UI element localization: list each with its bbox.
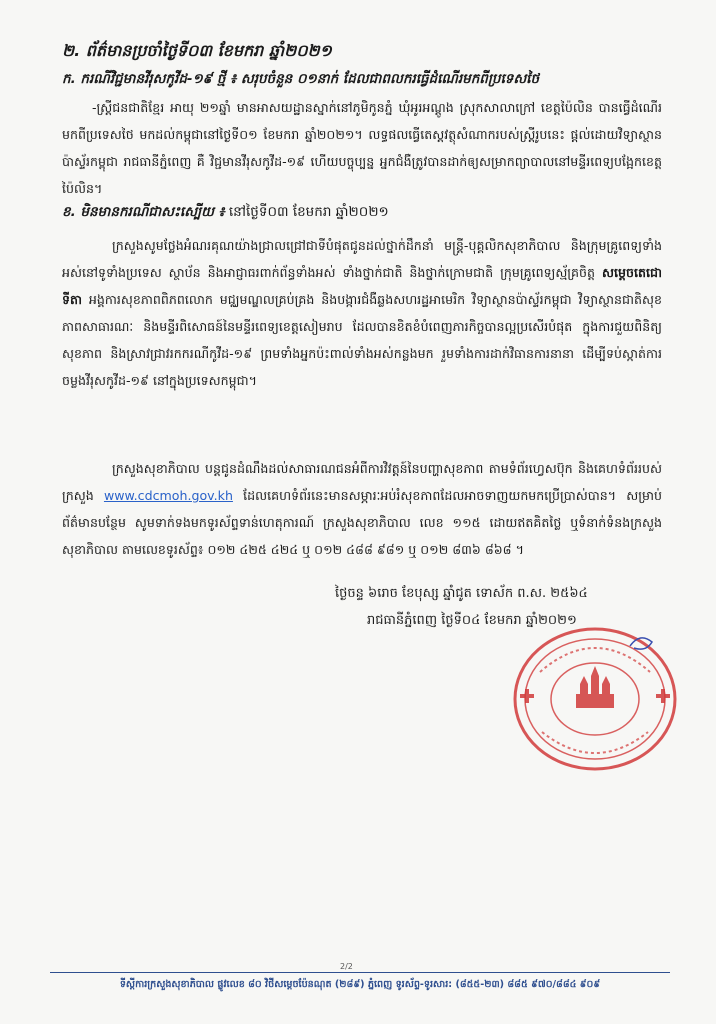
lunar-date-line: ថ្ងៃចន្ទ ៦រោច ខែបុស្ស ឆ្នាំជូត ទោស័ក ព.ស. ២៥៦៤ bbox=[335, 586, 588, 601]
paragraph-information bbox=[62, 455, 662, 563]
place-date-line: រាជធានីភ្នំពេញ ថ្ងៃទី០៤ ខែមករា ឆ្នាំ២០២១ bbox=[367, 613, 577, 628]
footer-address: ទីស្តីការក្រសួងសុខាភិបាល ផ្លូវលេខ ៨០ វិថីសម្តេចប៉ែនណុត (២៨៩) ភ្នំពេញ ទូរស័ព្ទ-ទូរសារ: (៨៥៥-២៣) ៨៨៥ ៩៧០/៨៨៤ ៩០៩ bbox=[119, 979, 601, 990]
section-heading: ២. ព័ត៌មានប្រចាំថ្ងៃទី០៣ ខែមករា ឆ្នាំ២០២១ bbox=[62, 41, 332, 60]
subsection-heading-recovered bbox=[62, 203, 662, 223]
paragraph-thanks bbox=[62, 232, 662, 394]
recovered-date: នៅថ្ងៃទី០៣ ខែមករា ឆ្នាំ២០២១ bbox=[224, 204, 389, 220]
page-number: 2/2 bbox=[340, 962, 353, 971]
footer-divider bbox=[50, 972, 670, 973]
subsection-heading-new-cases: ក. ករណីវិជ្ជមានវីរុសកូវីដ-១៩ ថ្មី ៖ សរុបចំនួន ០១នាក់ ដែលជាពលករធ្វើដំណើរមកពីប្រទេសថៃ bbox=[62, 71, 540, 87]
thanks-text-start: ក្រសួងសូមថ្លែងអំណរគុណយ៉ាងជ្រាលជ្រៅជាទីបំផុតជូនដល់ថ្នាក់ដឹកនាំ មន្ត្រី-បុគ្គលិកសុខាភិបាល និងក្រុមគ្រូពេទ្យទាំងអស់នៅទូទាំងប្រទេស ស្ថាប័ន និងអាជ្ញាធរពាក់ព័ន្ធទាំងអស់ ទាំងថ្នាក់ជាតិ និងថ្នាក់ក្រោមជាតិ ក្រុមគ្រូពេទ្យស្ម័គ្រចិត្ត bbox=[62, 238, 662, 280]
info-text-end: ដែលគេហទំព័រនេះមានសម្ភារៈអប់រំសុខភាពដែលអាចទាញយកមកប្រើប្រាស់បាន។ សម្រាប់ព័ត៌មានបន្ថែម សូមទាក់ទងមកទូរស័ព្ទទាន់ហេតុការណ៍ ក្រសួងសុខាភិបាល លេខ ១១៥ ដោយឥតគិតថ្លៃ ឬទំនាក់ទំនងក្រសួងសុខាភិបាល តាមលេខទូរស័ព្ទ៖ ០១២ ៤២៥ ៤២៤ ឬ ០១២ ៤៨៨ ៩៨១ ឬ ០១២ ៨៣៦ ៨៦៨ ។ bbox=[62, 488, 662, 557]
thanks-bold-name: សម្តេចតេជោ ទីតា bbox=[62, 265, 662, 307]
thanks-text-end: អង្គការសុខភាពពិភពលោក មជ្ឈមណ្ឌលគ្រប់គ្រង និងបង្ការជំងឺឆ្លងសហរដ្ឋអាមេរិក វិទ្យាស្ថានប៉ាស្ទ័រកម្ពុជា វិទ្យាស្ថានជាតិសុខភាពសាធារណៈ និងមន្ទីរពិសោធន៍នៃមន្ទីរពេទ្យខេត្តសៀមរាប ដែលបានខិតខំបំពេញភារកិច្ចបានល្អប្រសើរបំផុត ក្នុងការជួយពិនិត្យសុខភាព និងស្រាវជ្រាវរកករណីកូវីដ-១៩ ព្រមទាំងអ្នកប៉ះពាល់ទាំងអស់កន្លងមក រួមទាំងការដាក់វិធានការនានា ដើម្បីទប់ស្កាត់ការចម្លងវីរុសកូវីដ-១៩ នៅក្នុងប្រទេសកម្ពុជា។ bbox=[62, 292, 662, 388]
website-link[interactable]: www.cdcmoh.gov.kh bbox=[103, 488, 233, 503]
ministry-seal-icon bbox=[510, 624, 680, 774]
info-text-start: ក្រសួងសុខាភិបាល បន្តជូនដំណឹងដល់សាធារណជនអំពីការវិវត្តន៍នៃបញ្ហាសុខភាព តាមទំព័រហ្វេសប៊ុក និងគេហទំព័ររបស់ក្រសួង bbox=[62, 461, 662, 503]
recovered-label: ខ. មិនមានករណីជាសះស្បើយ ៖ bbox=[62, 204, 225, 220]
paragraph-case-detail: -ស្ត្រីជនជាតិខ្មែរ អាយុ ២១ឆ្នាំ មានអាសយដ្ឋានស្នាក់នៅភូមិកូនភ្នំ ឃុំអូរអណ្តូង ស្រុកសាលាក្រៅ ខេត្តប៉ៃលិន បានធ្វើដំណើរមកពីប្រទេសថៃ មកដល់កម្ពុជានៅថ្ងៃទី០១ ខែមករា ឆ្នាំ២០២១។ លទ្ធផលធ្វើតេស្តវត្ថុសំណាករបស់ស្ត្រីរូបនេះ ផ្តល់ដោយវិទ្យាស្ថានប៉ាស្ទ័រកម្ពុជា រាជធានីភ្នំពេញ គឺ វិជ្ជមានវីរុសកូវីដ-១៩ ហើយបច្ចុប្បន្ន អ្នកជំងឺត្រូវបានដាក់ឲ្យសម្រាកព្យាបាលនៅមន្ទីរពេទ្យបង្អែកខេត្តប៉ៃលិន។ bbox=[62, 100, 662, 196]
